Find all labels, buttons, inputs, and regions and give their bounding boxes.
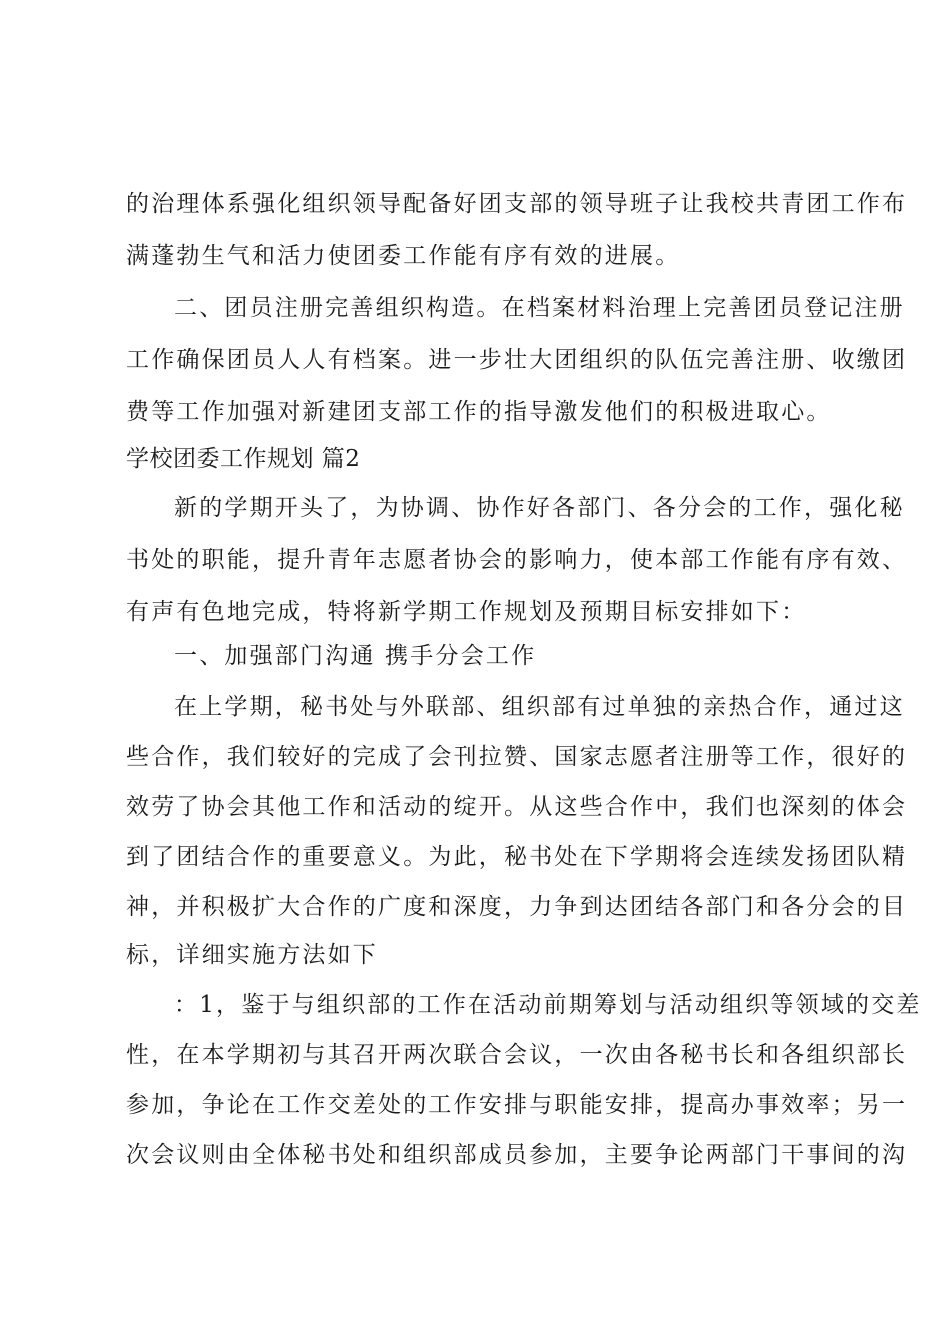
body-text-line: 的治理体系强化组织领导配备好团支部的领导班子让我校共青团工作布 (126, 191, 908, 217)
body-text-line: 次会议则由全体秘书处和组织部成员参加，主要争论两部门干事间的沟 (126, 1142, 908, 1168)
body-text-line: 性，在本学期初与其召开两次联合会议，一次由各秘书长和各组织部长 (126, 1042, 908, 1068)
body-text-line: 神，并积极扩大合作的广度和深度，力争到达团结各部门和各分会的目 (126, 894, 908, 920)
intro-paragraph: 新的学期开头了，为协调、协作好各部门、各分会的工作，强化秘 (174, 495, 905, 521)
body-text-line: 标，详细实施方法如下 (126, 942, 378, 968)
body-text-line: 参加，争论在工作交差处的工作安排与职能安排，提高办事效率；另一 (126, 1092, 908, 1118)
body-text-line: 到了团结合作的重要意义。为此，秘书处在下学期将会连续发扬团队精 (126, 844, 908, 870)
body-text-line: 效劳了协会其他工作和活动的绽开。从这些合作中，我们也深刻的体会 (126, 794, 908, 820)
body-text-line: 书处的职能，提升青年志愿者协会的影响力，使本部工作能有序有效、 (126, 547, 908, 573)
list-paragraph: ：1，鉴于与组织部的工作在活动前期筹划与活动组织等领域的交差 (174, 992, 922, 1018)
body-text-line: 工作确保团员人人有档案。进一步壮大团组织的队伍完善注册、收缴团 (126, 347, 908, 373)
section-heading: 一、加强部门沟通 携手分会工作 (174, 643, 537, 669)
article-heading: 学校团委工作规划 篇2 (126, 446, 361, 472)
body-text-line: 有声有色地完成，特将新学期工作规划及预期目标安排如下： (126, 599, 807, 625)
section-two-paragraph: 二、团员注册完善组织构造。在档案材料治理上完善团员登记注册 (174, 295, 905, 321)
body-text-line: 满蓬勃生气和活力使团委工作能有序有效的进展。 (126, 243, 681, 269)
body-text-line: 费等工作加强对新建团支部工作的指导激发他们的积极进取心。 (126, 399, 832, 425)
body-paragraph: 在上学期，秘书处与外联部、组织部有过单独的亲热合作，通过这 (174, 694, 905, 720)
body-text-line: 些合作，我们较好的完成了会刊拉赞、国家志愿者注册等工作，很好的 (126, 744, 908, 770)
